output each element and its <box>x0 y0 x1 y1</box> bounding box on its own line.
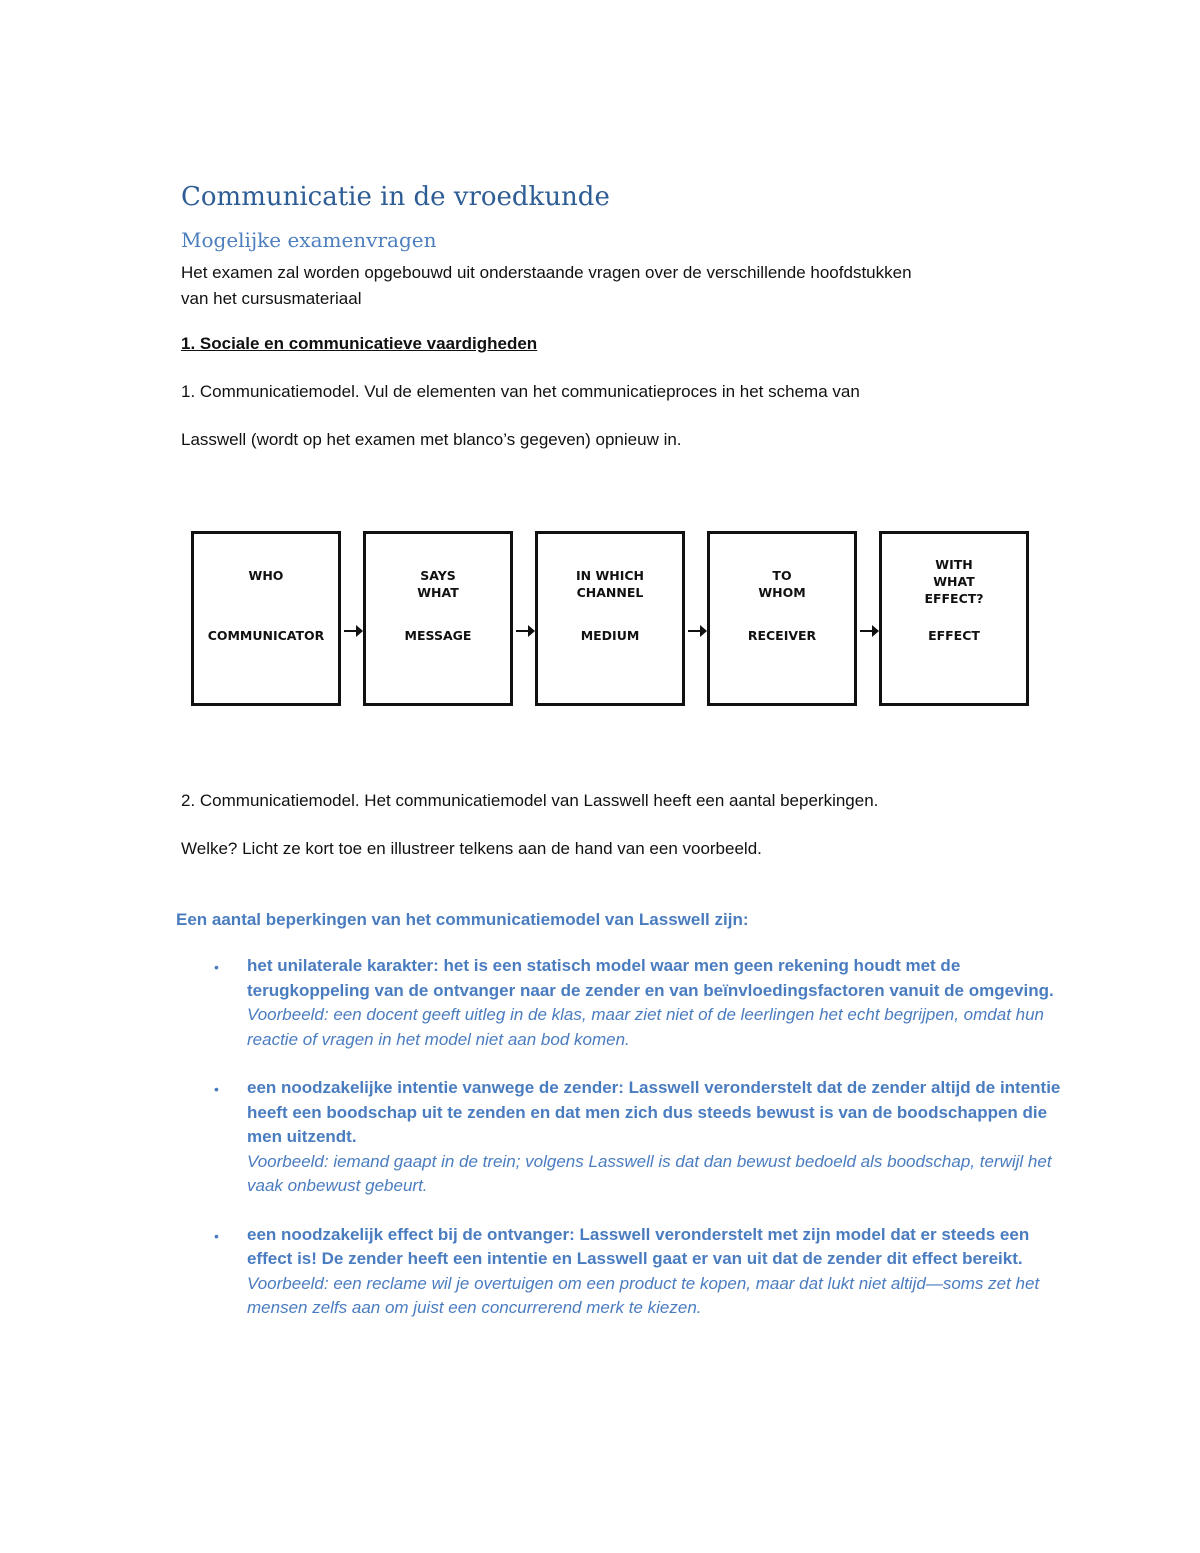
arrow-icon <box>688 630 706 632</box>
limitation-example: Voorbeeld: iemand gaapt in de trein; volgens Lasswell is dat dan bewust bedoeld als boodschap, terwijl het vaak onbewust gebeurt. <box>247 1151 1052 1195</box>
box-role: RECEIVER <box>747 628 817 643</box>
intro-line-2: van het cursusmateriaal <box>181 289 362 308</box>
arrow-icon <box>344 630 362 632</box>
lasswell-diagram <box>188 528 1040 716</box>
section-heading: 1. Sociale en communicatieve vaardigheden <box>181 334 538 353</box>
limitation-text: een noodzakelijke intentie vanwege de zender: Lasswell veronderstelt dat de zender altijd de intentie heeft een boodschap uit te zenden en dat men zich dus steeds bewust is van de boodschappen die men uitzendt. <box>247 1078 1061 1146</box>
box-role: MESSAGE <box>404 628 472 643</box>
limitation-example: Voorbeeld: een reclame wil je overtuigen om een product te kopen, maar dat lukt niet altijd—soms zet het mensen zelfs aan om juist een concurrerend merk te kiezen. <box>247 1273 1040 1317</box>
bullet-icon: • <box>214 1081 219 1097</box>
limitation-text: een noodzakelijk effect bij de ontvanger: Lasswell veronderstelt met zijn model dat er steeds een effect is! De zender heeft een intentie en Lasswell gaat er van uit dat de zender dit effect bereikt. <box>247 1224 1030 1268</box>
list-item <box>214 954 1067 1052</box>
limitation-example: Voorbeeld: een docent geeft uitleg in de klas, maar ziet niet of de leerlingen het echt begrijpen, omdat hun reactie of vragen in het model niet aan bod komen. <box>247 1005 1045 1049</box>
question-1-line-2: Lasswell (wordt op het examen met blanco’s gegeven) opnieuw in. <box>181 430 682 449</box>
bullet-icon: • <box>214 1227 219 1244</box>
box-question: WHO <box>248 568 284 583</box>
arrow-icon <box>860 630 878 632</box>
page-title: Communicatie in de vroedkunde <box>181 182 610 212</box>
box-question: WITH WHAT EFFECT? <box>924 557 984 606</box>
question-2-line-1: 2. Communicatiemodel. Het communicatiemodel van Lasswell heeft een aantal beperkingen. <box>181 791 879 810</box>
list-item <box>214 1076 1067 1199</box>
diagram-box-effect <box>879 531 1029 706</box>
box-question: SAYS WHAT <box>417 568 459 600</box>
arrow-icon <box>516 630 534 632</box>
diagram-box-communicator <box>191 531 341 706</box>
box-role: COMMUNICATOR <box>207 628 325 643</box>
question-2-line-2: Welke? Licht ze kort toe en illustreer telkens aan de hand van een voorbeeld. <box>181 839 762 858</box>
diagram-box-message <box>363 531 513 706</box>
diagram-box-medium <box>535 531 685 706</box>
bullet-icon: • <box>214 959 219 975</box>
limitation-text: het unilaterale karakter: het is een statisch model waar men geen rekening houdt met de terugkoppeling van de ontvanger naar de zender en van beïnvloedingsfactoren vanuit de omgeving. <box>247 956 1054 1000</box>
box-role: EFFECT <box>928 628 980 643</box>
box-question: IN WHICH CHANNEL <box>576 568 644 600</box>
diagram-box-receiver <box>707 531 857 706</box>
answer-intro: Een aantal beperkingen van het communicatiemodel van Lasswell zijn: <box>176 910 749 929</box>
list-item <box>214 1223 1067 1321</box>
page-subtitle: Mogelijke examenvragen <box>181 228 437 252</box>
intro-paragraph <box>181 260 1021 312</box>
intro-line-1: Het examen zal worden opgebouwd uit onderstaande vragen over de verschillende hoofdstukken <box>181 263 912 282</box>
box-role: MEDIUM <box>580 628 640 643</box>
limitations-list <box>214 954 1067 1345</box>
box-question: TO WHOM <box>758 568 806 600</box>
question-1-line-1: 1. Communicatiemodel. Vul de elementen van het communicatieproces in het schema van <box>181 382 860 401</box>
